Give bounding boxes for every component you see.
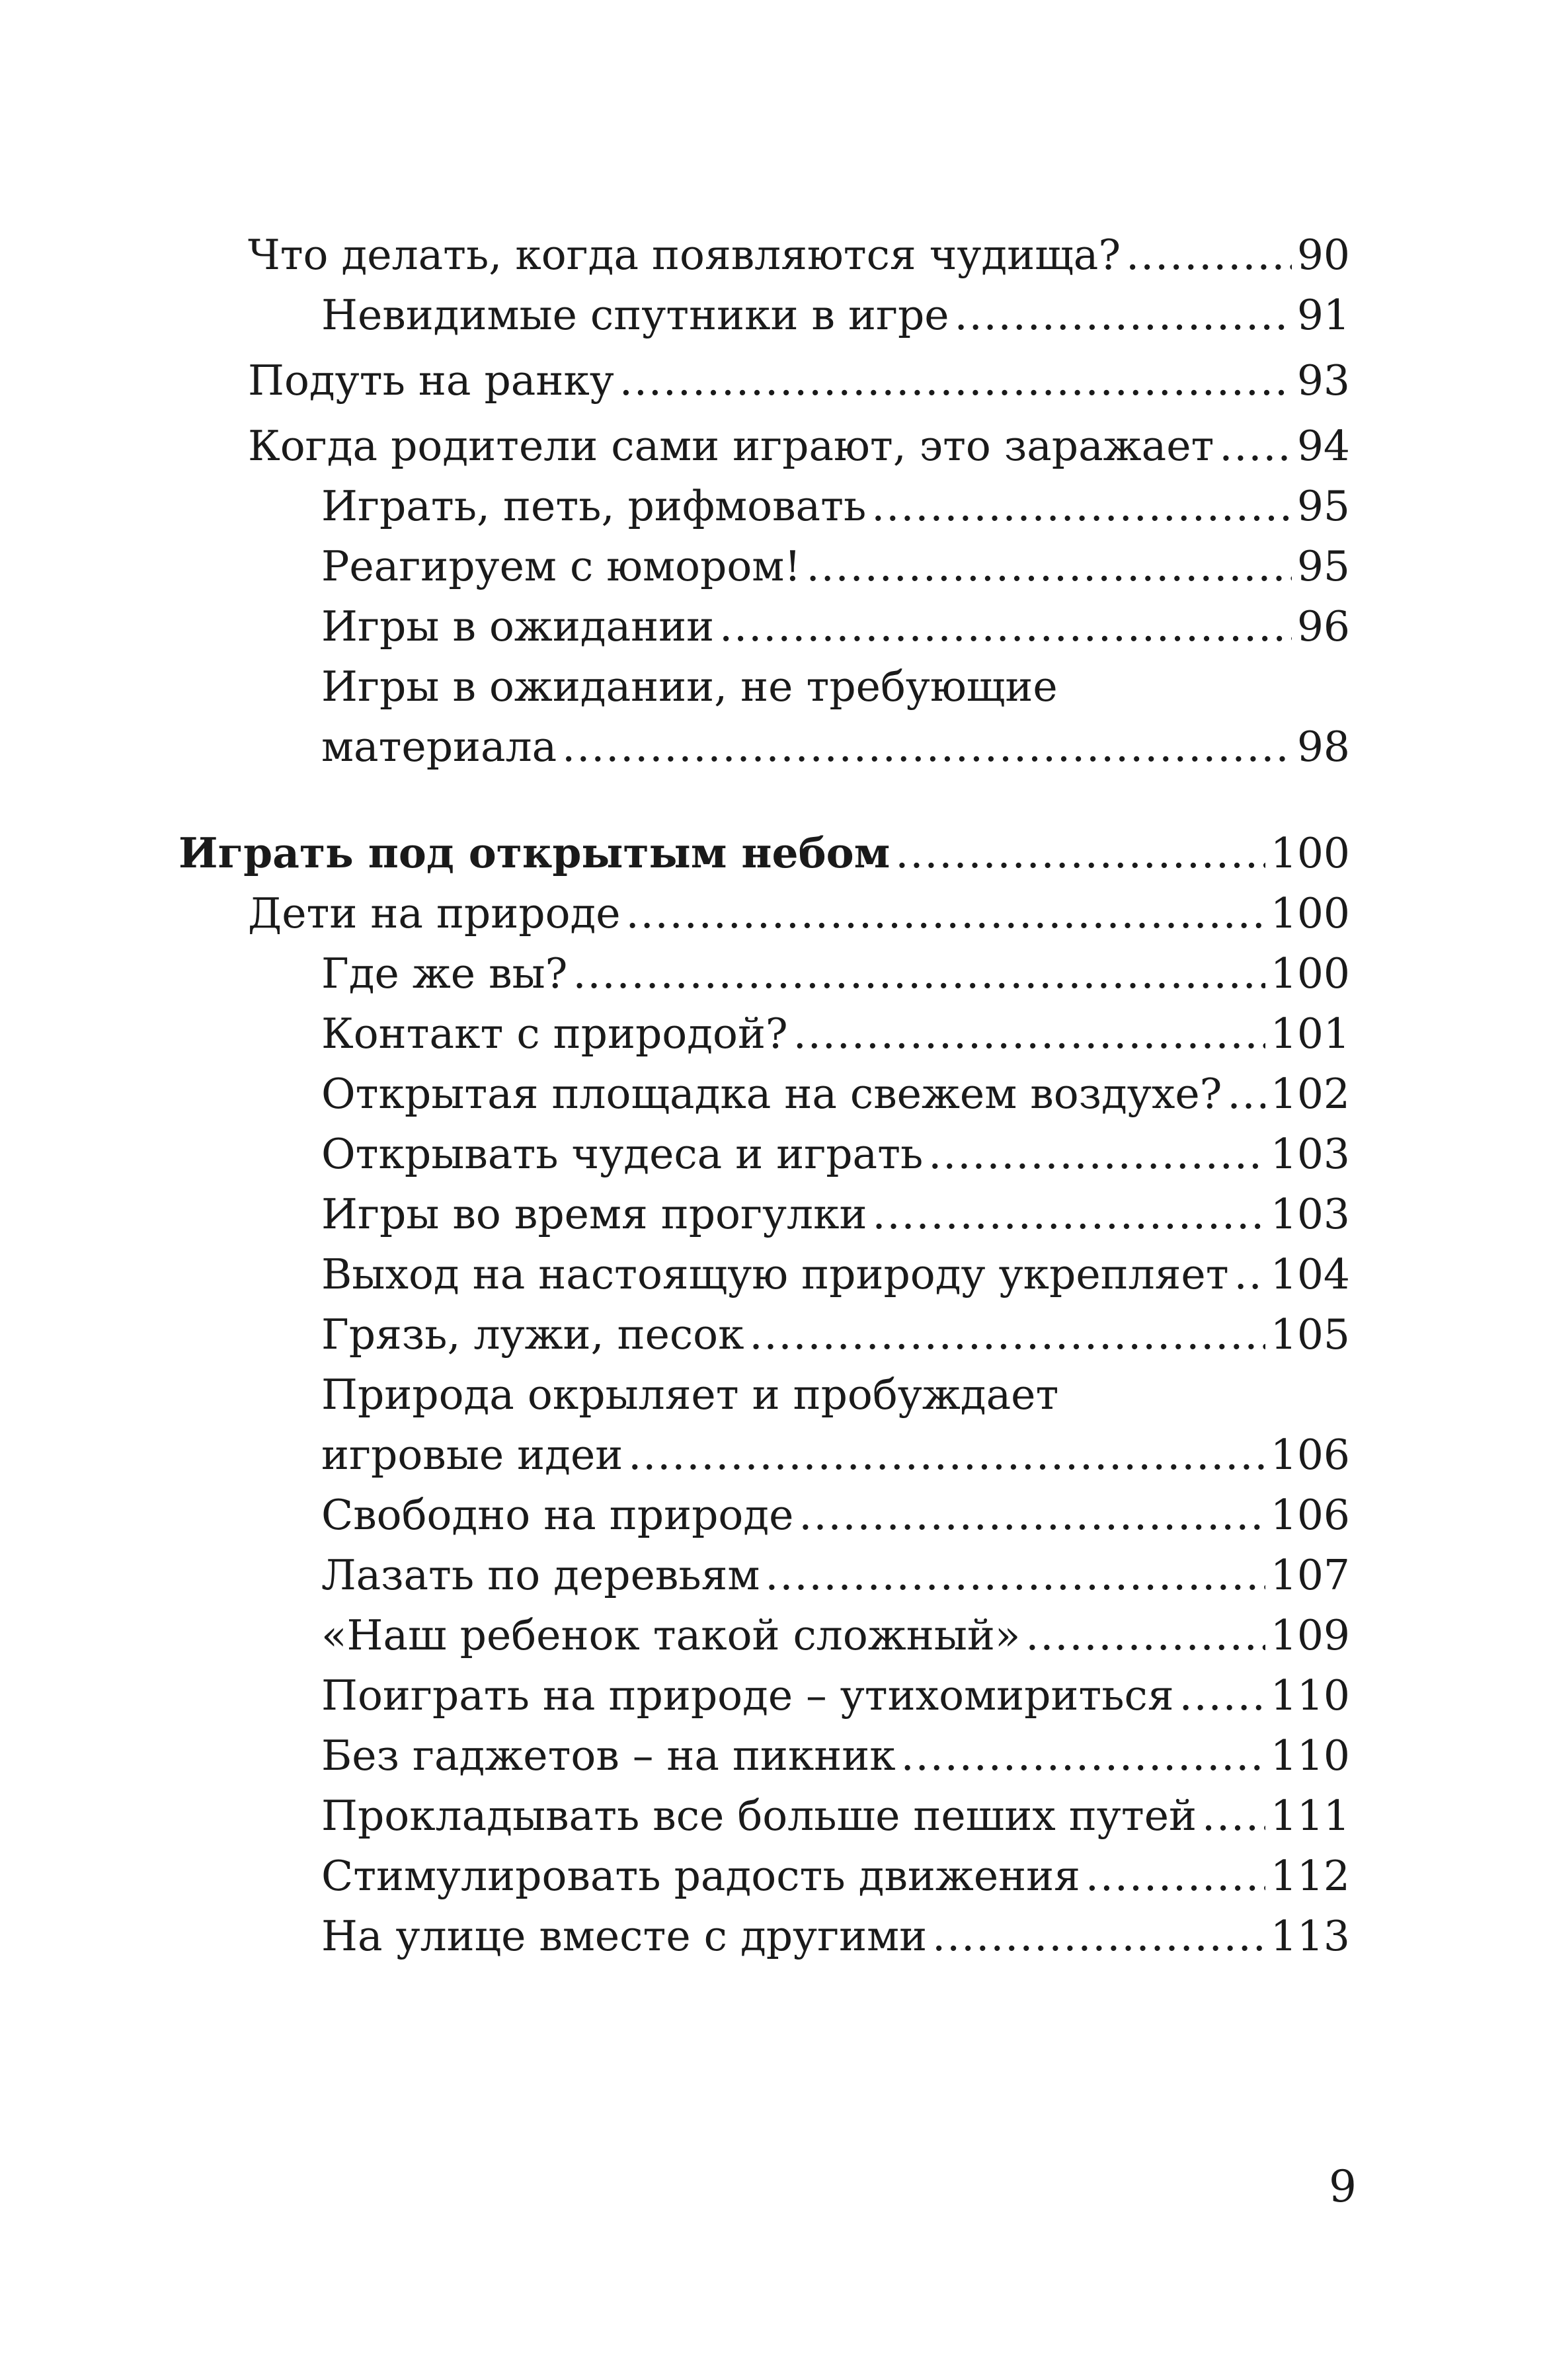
toc-entry-page: 90 (1296, 231, 1350, 279)
toc-entry-title: На улице вместе с другими (321, 1912, 928, 1960)
toc-entry-title: Свободно на природе (321, 1491, 794, 1539)
toc-entry-title: Когда родители сами играют, это заражает (248, 422, 1214, 470)
toc-entry-title: игровые идеи (321, 1431, 623, 1479)
toc-entry-page: 110 (1270, 1731, 1350, 1780)
toc-entry (178, 1244, 1350, 1304)
toc-entry-page: 96 (1296, 602, 1350, 651)
toc-entry-title: Открытая площадка на свежем воздухе? (321, 1070, 1222, 1118)
dot-leader (626, 883, 1265, 943)
toc-entry (178, 1545, 1350, 1605)
toc-entry-page: 113 (1270, 1912, 1350, 1960)
dot-leader (719, 596, 1292, 656)
toc-entry (178, 1064, 1350, 1124)
toc-entry-title: Открывать чудеса и играть (321, 1130, 924, 1178)
toc-entry-page: 104 (1270, 1250, 1350, 1298)
toc-entry (178, 883, 1350, 943)
dot-leader (1227, 1064, 1265, 1124)
toc-entry-page: 91 (1296, 291, 1350, 339)
toc-entry-page: 103 (1270, 1190, 1350, 1238)
dot-leader (799, 1485, 1265, 1545)
dot-leader (628, 1425, 1265, 1485)
toc-entry (178, 1605, 1350, 1665)
toc-entry-title: Игры в ожидании (321, 602, 715, 651)
dot-leader (807, 536, 1292, 596)
dot-leader (955, 285, 1292, 345)
toc-entry-page: 105 (1270, 1310, 1350, 1359)
toc-entry-title: материала (321, 723, 557, 771)
toc-entry-title-line1: Игры в ожидании, не требующие (321, 662, 1058, 711)
toc-entry (178, 350, 1350, 411)
toc-entry (178, 1184, 1350, 1244)
toc-entry (178, 1304, 1350, 1365)
toc-entry-page: 112 (1270, 1852, 1350, 1900)
dot-leader (1219, 416, 1291, 476)
toc-entry-title: Игры во время прогулки (321, 1190, 867, 1238)
dot-leader (928, 1124, 1265, 1184)
toc-entry-title: Стимулировать радость движения (321, 1852, 1080, 1900)
toc-entry (178, 476, 1350, 536)
toc-entry-title: Где же вы? (321, 949, 568, 998)
toc-entry-page: 100 (1270, 949, 1350, 998)
toc-entry-page: 94 (1296, 422, 1350, 470)
dot-leader (1179, 1665, 1265, 1726)
toc-entry-title: Играть, петь, рифмовать (321, 482, 867, 530)
toc-entry (178, 416, 1350, 476)
toc-entry-page: 102 (1270, 1070, 1350, 1118)
dot-leader (619, 350, 1292, 411)
toc-entry-page: 106 (1270, 1491, 1350, 1539)
toc-entry-page: 100 (1270, 829, 1350, 877)
toc-entry-title: Контакт с природой? (321, 1010, 788, 1058)
toc-entry-title: Выход на настоящую природу укрепляет (321, 1250, 1229, 1298)
toc-entry (178, 596, 1350, 656)
dot-leader (1202, 1786, 1265, 1846)
toc-entry-title: «Наш ребенок такой сложный» (321, 1611, 1021, 1659)
toc-entry (178, 1665, 1350, 1726)
dot-leader (765, 1545, 1265, 1605)
toc-entry (178, 285, 1350, 345)
toc-entry (178, 1906, 1350, 1966)
toc-entry-title: Грязь, лужи, песок (321, 1310, 744, 1359)
toc-entry (178, 1004, 1350, 1064)
toc-section-heading (178, 823, 1350, 883)
toc-entry (178, 943, 1350, 1004)
toc-entry-page: 93 (1296, 356, 1350, 405)
toc-entry-title: Что делать, когда появляются чудища? (248, 231, 1121, 279)
table-of-contents (178, 225, 1350, 1966)
toc-entry-title: Лазать по деревьям (321, 1551, 760, 1599)
toc-entry-page: 98 (1296, 723, 1350, 771)
toc-entry-title: Подуть на ранку (248, 356, 614, 405)
toc-entry-page: 100 (1270, 889, 1350, 937)
toc-entry (178, 656, 1350, 777)
toc-entry-title: Прокладывать все больше пеших путей (321, 1792, 1197, 1840)
page-number: 9 (1329, 2161, 1357, 2212)
toc-entry-title: Дети на природе (248, 889, 621, 937)
toc-entry-page: 111 (1270, 1792, 1350, 1840)
toc-entry-page: 103 (1270, 1130, 1350, 1178)
toc-entry (178, 1124, 1350, 1184)
dot-leader (749, 1304, 1265, 1365)
toc-entry-page: 101 (1270, 1010, 1350, 1058)
toc-entry (178, 1365, 1350, 1485)
toc-section-title: Играть под открытым небом (178, 828, 891, 877)
dot-leader (562, 717, 1292, 777)
dot-leader (901, 1726, 1265, 1786)
dot-leader (932, 1906, 1265, 1966)
dot-leader (895, 823, 1265, 883)
dot-leader (872, 1184, 1265, 1244)
toc-entry-page: 109 (1270, 1611, 1350, 1659)
toc-entry-title-line1: Природа окрыляет и пробуждает (321, 1370, 1059, 1419)
toc-entry-title: Невидимые спутники в игре (321, 291, 949, 339)
toc-entry-page: 106 (1270, 1431, 1350, 1479)
dot-leader (871, 476, 1292, 536)
toc-entry (178, 225, 1350, 285)
toc-entry (178, 1726, 1350, 1786)
dot-leader (1234, 1244, 1265, 1304)
toc-entry-title: Поиграть на природе – утихомириться (321, 1671, 1174, 1720)
toc-entry (178, 1485, 1350, 1545)
dot-leader (1126, 225, 1292, 285)
toc-entry-title: Без гаджетов – на пикник (321, 1731, 896, 1780)
toc-entry (178, 1786, 1350, 1846)
dot-leader (1025, 1605, 1265, 1665)
dot-leader (793, 1004, 1265, 1064)
toc-entry (178, 1846, 1350, 1906)
toc-entry-title: Реагируем с юмором! (321, 542, 801, 590)
toc-entry-page: 110 (1270, 1671, 1350, 1720)
toc-entry-page: 95 (1296, 542, 1350, 590)
toc-entry-page: 107 (1270, 1551, 1350, 1599)
toc-entry-page: 95 (1296, 482, 1350, 530)
dot-leader (573, 943, 1265, 1004)
dot-leader (1086, 1846, 1265, 1906)
toc-entry (178, 536, 1350, 596)
